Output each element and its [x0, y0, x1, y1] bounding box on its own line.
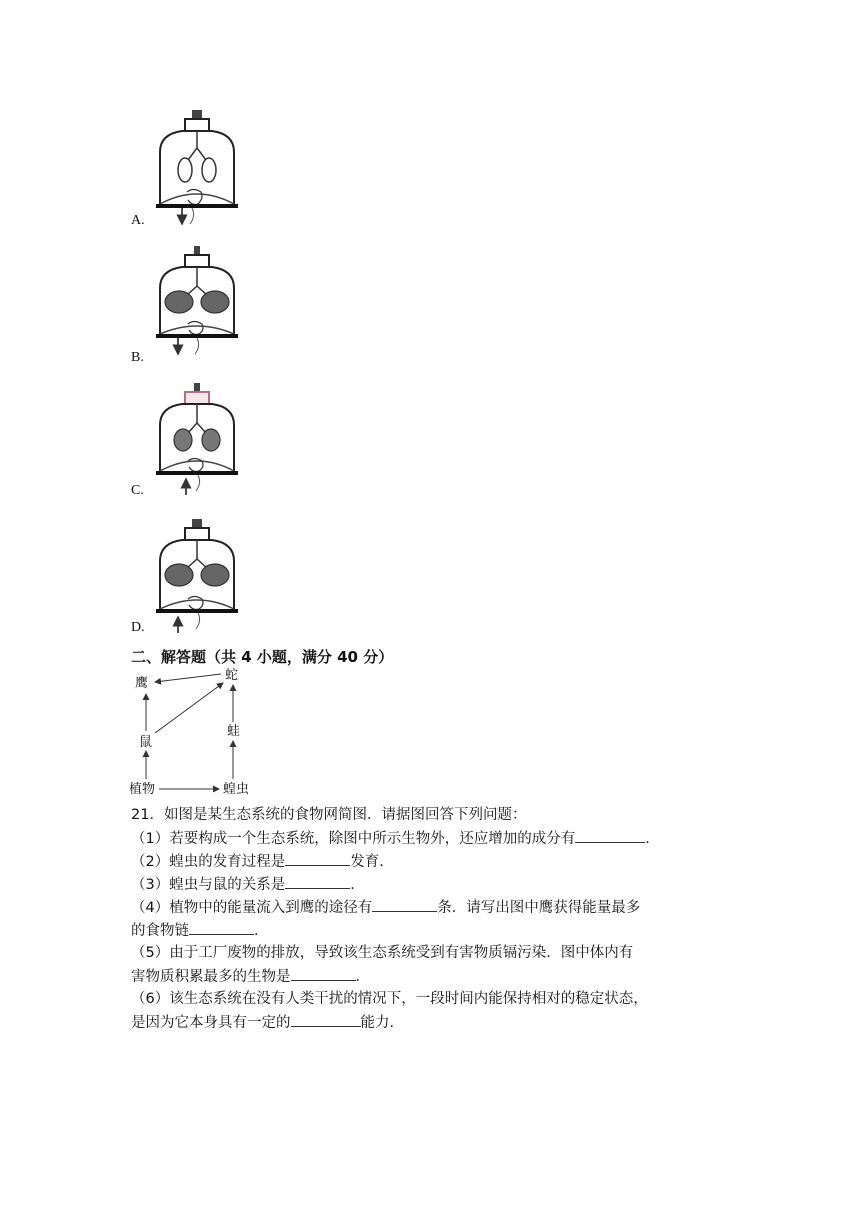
question-part-4-cont [131, 920, 269, 941]
question-part-4 [131, 897, 640, 918]
option-letter: D. [131, 620, 145, 635]
arrow-snake-to-eagle [155, 674, 221, 682]
arrow-mouse-to-snake [155, 683, 223, 733]
section-title: 二、解答题（共 4 小题，满分 40 分） [131, 648, 394, 666]
part-1-end: ． [645, 831, 660, 847]
part-5-end: ． [355, 969, 370, 985]
answer-blank[interactable] [291, 966, 356, 981]
question-part-2 [131, 851, 394, 872]
part-4-text-3: 的食物链 [131, 923, 189, 939]
option-letter: B. [131, 350, 144, 365]
part-1-text: （1）若要构成一个生态系统，除图中所示生物外，还应增加的成分有 [131, 831, 576, 847]
answer-blank[interactable] [285, 851, 350, 866]
question-part-5-cont [131, 966, 370, 987]
question-part-3 [131, 874, 365, 895]
node-mouse: 鼠 [139, 735, 153, 750]
part-4-end: ． [254, 923, 269, 939]
node-frog: 蛙 [227, 724, 241, 739]
part-2-text: （2）蝗虫的发育过程是 [131, 854, 286, 870]
part-4-text: （4）植物中的能量流入到鹰的途径有 [131, 900, 373, 916]
answer-blank[interactable] [285, 874, 350, 889]
answer-blank[interactable] [291, 1012, 361, 1027]
question-part-1 [131, 828, 660, 849]
node-locust: 蝗虫 [223, 782, 250, 797]
option-letter: C. [131, 483, 144, 498]
node-plant: 植物 [129, 782, 156, 797]
part-6-text: 是因为它本身具有一定的 [131, 1015, 291, 1031]
part-3-end: ． [350, 877, 365, 893]
part-5-text: 害物质积累最多的生物是 [131, 969, 291, 985]
part-4-text-2: 条．请写出图中鹰获得能量最多 [437, 900, 641, 916]
answer-blank[interactable] [189, 920, 254, 935]
node-eagle: 鹰 [135, 676, 149, 691]
bell-jar-lung-model-d [152, 517, 242, 635]
bell-jar-lung-model-b [152, 244, 242, 364]
question-part-6-cont [131, 1012, 404, 1033]
part-6-end: 能力． [360, 1015, 404, 1031]
node-snake: 蛇 [225, 668, 239, 683]
question-part-5: （5）由于工厂废物的排放，导致该生态系统受到有害物质镉污染．图中体内有 [131, 945, 634, 961]
option-letter: A. [131, 213, 145, 228]
answer-blank[interactable] [575, 828, 645, 843]
part-2-end: 发育． [350, 854, 394, 870]
question-stem: 21．如图是某生态系统的食物网简图．请据图回答下列问题： [131, 807, 527, 823]
question-part-6: （6）该生态系统在没有人类干扰的情况下，一段时间内能保持相对的稳定状态， [131, 991, 648, 1007]
bell-jar-lung-model-c [152, 381, 242, 499]
answer-blank[interactable] [372, 897, 437, 912]
part-3-text: （3）蝗虫与鼠的关系是 [131, 877, 286, 893]
bell-jar-lung-model-a [152, 108, 242, 230]
food-web-diagram [127, 665, 257, 797]
